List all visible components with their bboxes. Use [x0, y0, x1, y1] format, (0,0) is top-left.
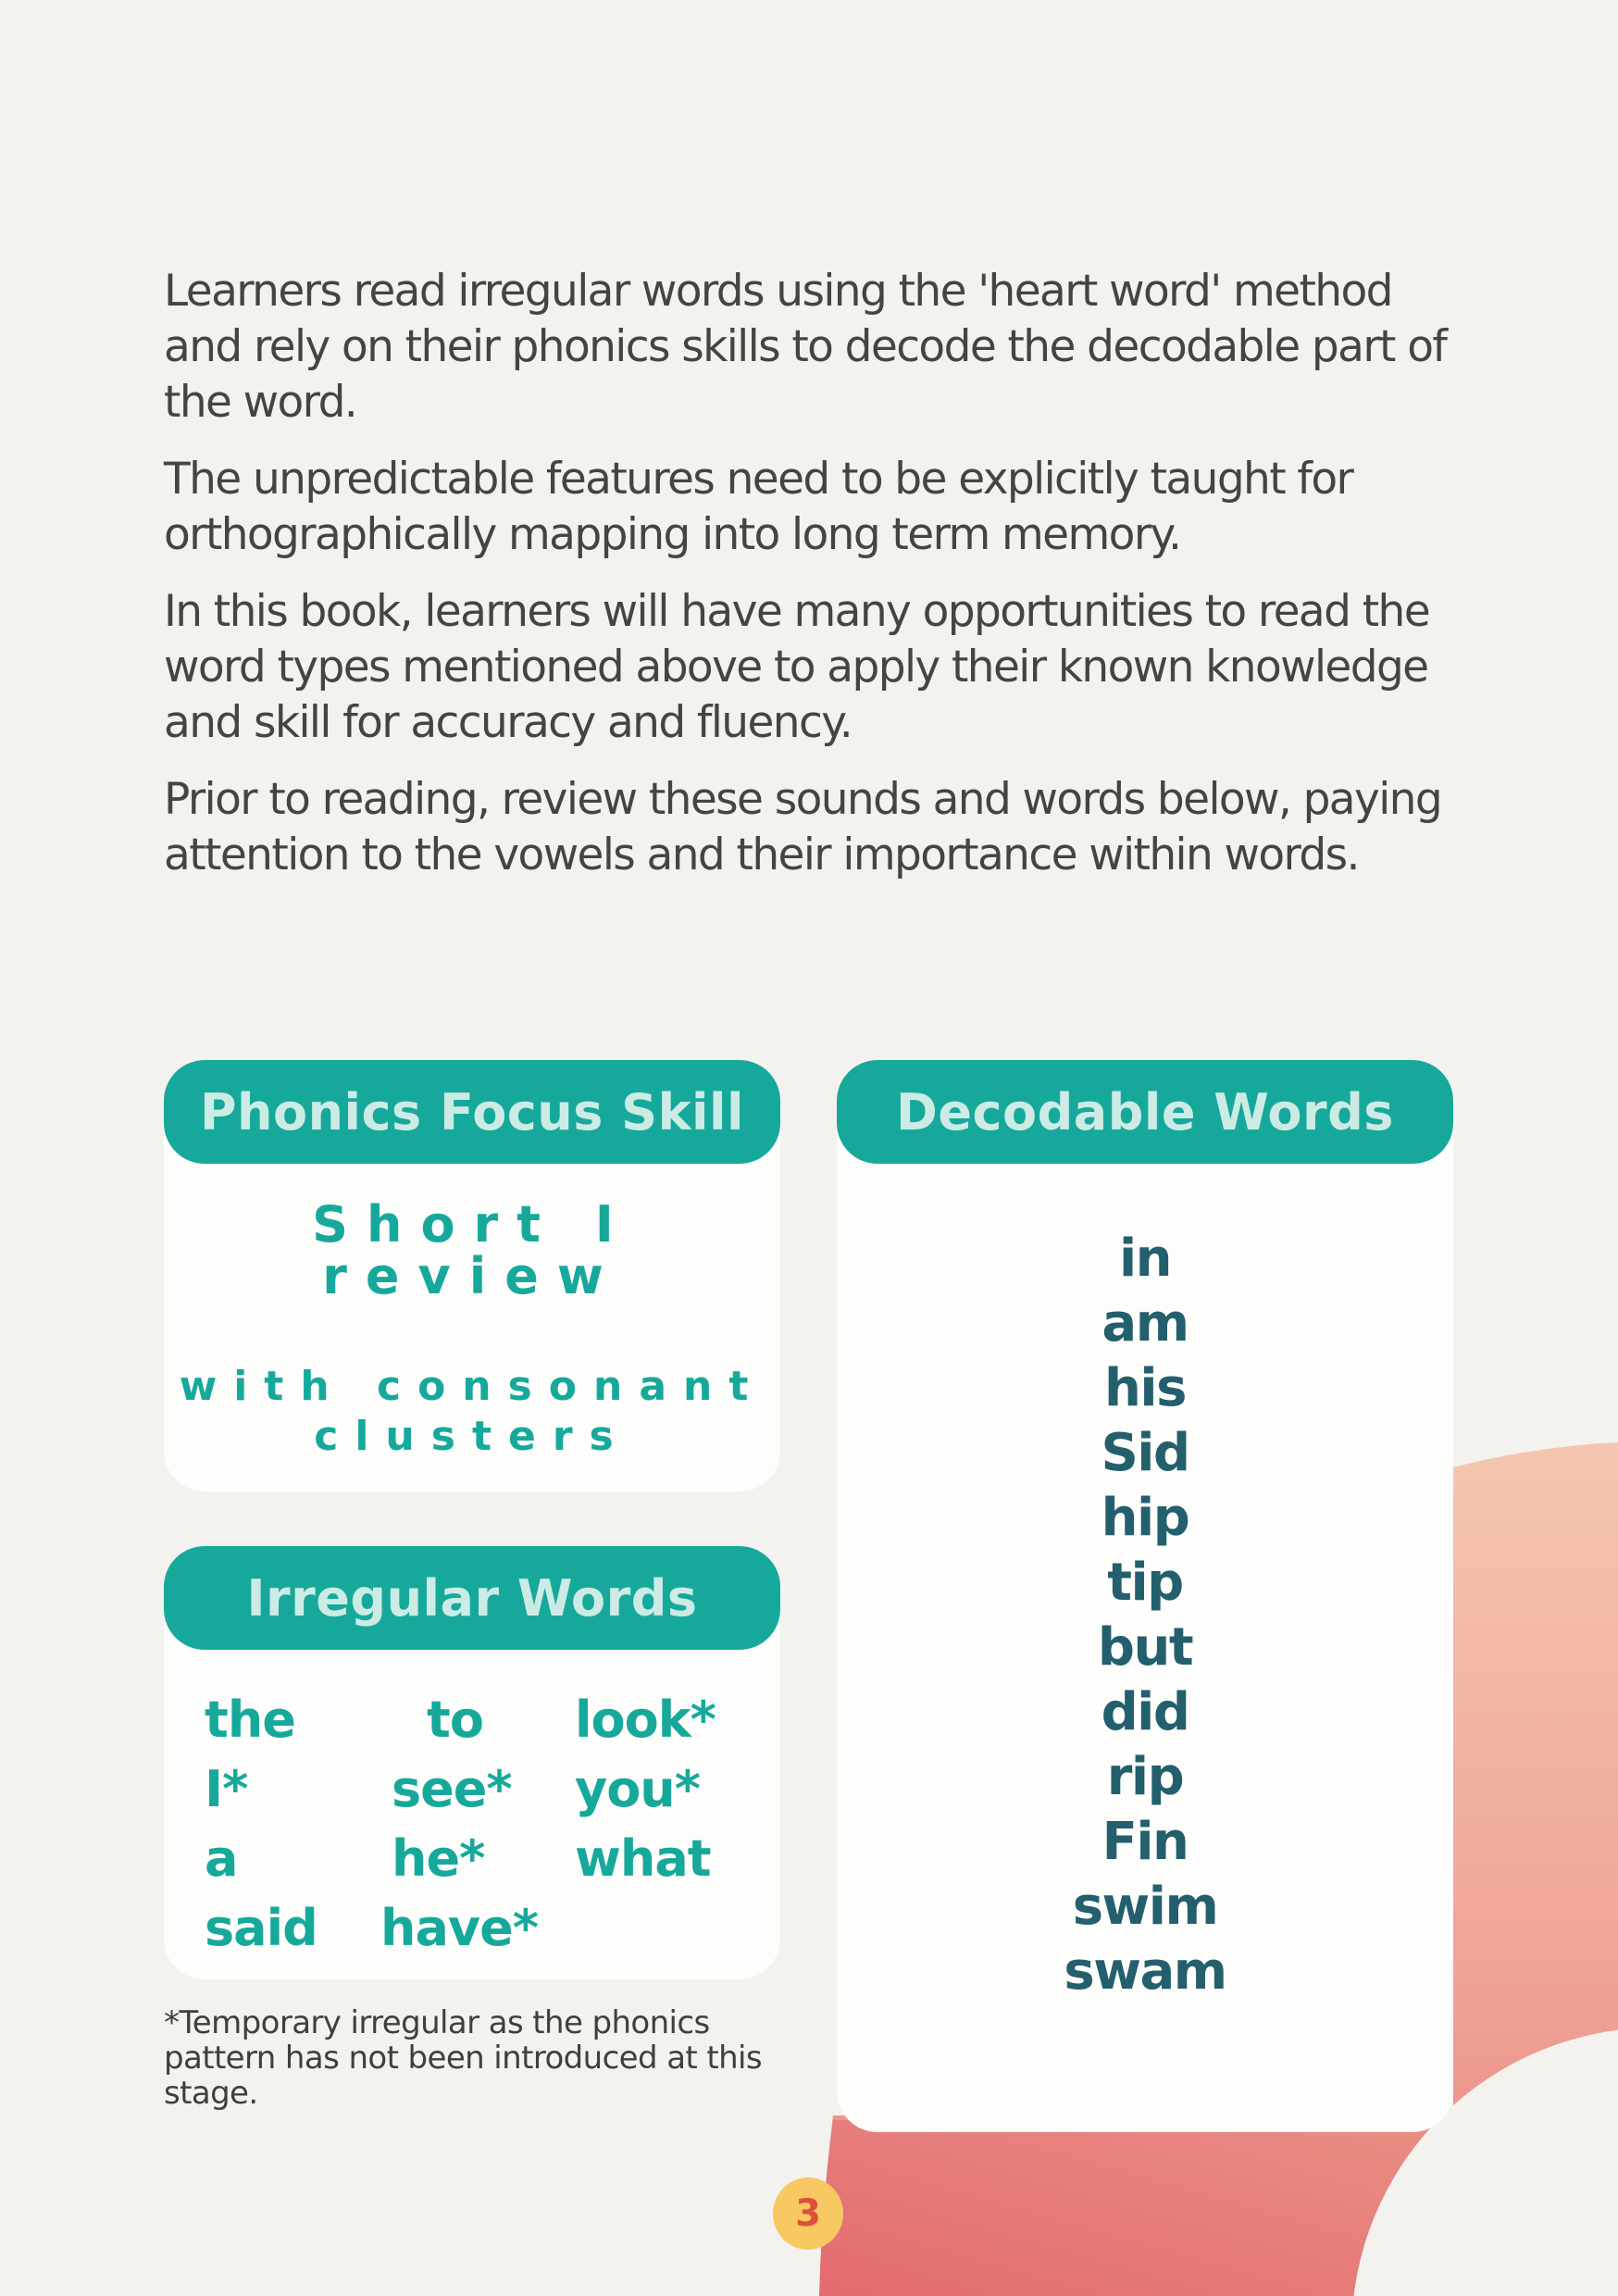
irregular-word: see*: [392, 1760, 512, 1818]
irregular-word: the: [205, 1691, 295, 1749]
irregular-word: what: [575, 1829, 711, 1888]
decodable-word: did: [1101, 1682, 1189, 1742]
focus-skill-title: [164, 1195, 780, 1305]
irregular-word: you*: [575, 1760, 700, 1818]
focus-detail-line: with consonant: [179, 1363, 765, 1410]
decodable-word: rip: [1106, 1747, 1184, 1807]
irregular-word: have*: [380, 1899, 538, 1957]
decodable-word: his: [1104, 1358, 1186, 1418]
phonics-focus-header: Phonics Focus Skill: [164, 1060, 780, 1164]
irregular-words-header: Irregular Words: [164, 1546, 780, 1650]
irregular-word: a: [205, 1829, 238, 1888]
page-number-badge: 3: [773, 2177, 843, 2250]
irregular-word: I*: [205, 1760, 248, 1818]
decodable-word: in: [1118, 1229, 1172, 1289]
decodable-words-header: Decodable Words: [837, 1060, 1453, 1164]
irregular-word: look*: [575, 1691, 716, 1749]
focus-detail-line: clusters: [314, 1413, 630, 1460]
decodable-word: swim: [1072, 1877, 1218, 1937]
focus-skill-detail: [164, 1362, 780, 1462]
decodable-word: tip: [1107, 1553, 1183, 1613]
irregular-words-card: [164, 1546, 780, 1979]
phonics-focus-card: [164, 1060, 780, 1491]
decodable-word: but: [1097, 1617, 1193, 1678]
irregular-word: to: [427, 1691, 483, 1749]
irregular-word: he*: [392, 1829, 485, 1888]
decodable-word: hip: [1101, 1488, 1189, 1548]
focus-skill-line: Short I: [312, 1195, 632, 1254]
irregular-words-grid: [205, 1685, 760, 1963]
decodable-words-card: [837, 1060, 1453, 2132]
focus-skill-line: review: [322, 1247, 622, 1305]
intro-paragraph: Learners read irregular words using the 'heart word' method and rely on their phonics skills to decode the decodable part of the word.: [164, 266, 1447, 428]
irregular-word: said: [205, 1899, 317, 1957]
intro-paragraph: In this book, learners will have many opportunities to read the word types mentioned above to apply their known knowledge and skill for accuracy and fluency.: [164, 586, 1430, 748]
footnote: *Temporary irregular as the phonics pattern has not been introduced at this stage.: [164, 2004, 763, 2112]
decodable-word: swam: [1064, 1941, 1226, 2002]
decodable-word: Sid: [1101, 1423, 1189, 1483]
intro-text: [164, 264, 1478, 905]
intro-paragraph: The unpredictable features need to be explicitly taught for orthographically mapping into long term memory.: [164, 454, 1353, 560]
decodable-words-list: [837, 1227, 1453, 2004]
decodable-word: am: [1101, 1293, 1189, 1354]
decodable-word: Fin: [1101, 1812, 1189, 1872]
intro-paragraph: Prior to reading, review these sounds and words below, paying attention to the vowels and their importance within words.: [164, 774, 1442, 880]
